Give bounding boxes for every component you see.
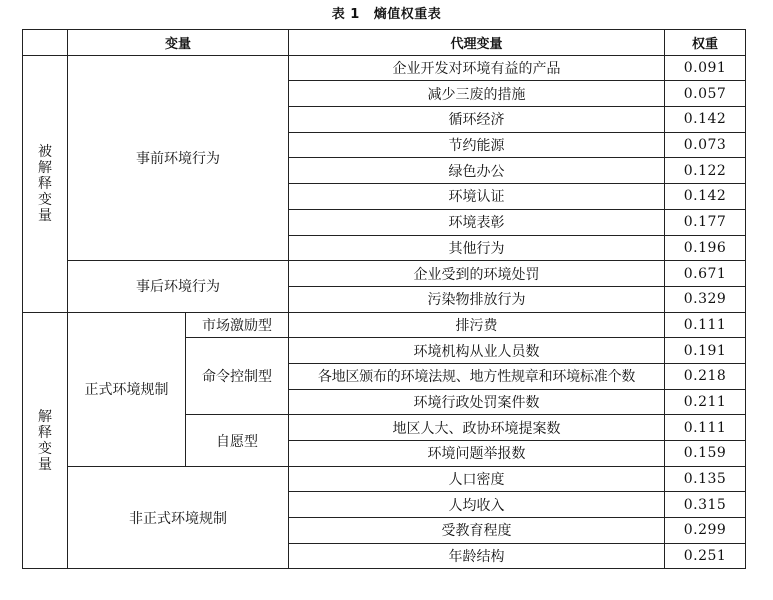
proxy-cell: 企业受到的环境处罚 bbox=[289, 261, 665, 287]
weight-cell: 0.315 bbox=[665, 492, 746, 518]
group-explained-label: 被解释变量 bbox=[38, 143, 52, 224]
proxy-cell: 年龄结构 bbox=[289, 543, 665, 569]
subcategory-market: 市场激励型 bbox=[186, 312, 289, 338]
weight-cell: 0.142 bbox=[665, 107, 746, 133]
weight-cell: 0.135 bbox=[665, 466, 746, 492]
proxy-cell: 其他行为 bbox=[289, 235, 665, 261]
table-title: 熵值权重表 bbox=[373, 7, 442, 22]
proxy-cell: 节约能源 bbox=[289, 132, 665, 158]
proxy-cell: 企业开发对环境有益的产品 bbox=[289, 55, 665, 81]
proxy-cell: 受教育程度 bbox=[289, 518, 665, 544]
header-weight: 权重 bbox=[665, 30, 746, 56]
category-formal: 正式环境规制 bbox=[68, 312, 186, 466]
table-row bbox=[23, 466, 746, 492]
proxy-cell: 人口密度 bbox=[289, 466, 665, 492]
weight-cell: 0.111 bbox=[665, 415, 746, 441]
weight-cell: 0.111 bbox=[665, 312, 746, 338]
proxy-cell: 减少三废的措施 bbox=[289, 81, 665, 107]
weight-cell: 0.073 bbox=[665, 132, 746, 158]
proxy-cell: 环境机构从业人员数 bbox=[289, 338, 665, 364]
category-ex-post: 事后环境行为 bbox=[68, 261, 289, 312]
proxy-cell: 循环经济 bbox=[289, 107, 665, 133]
table-row bbox=[23, 312, 746, 338]
category-informal: 非正式环境规制 bbox=[68, 466, 289, 569]
category-ex-ante: 事前环境行为 bbox=[68, 55, 289, 261]
proxy-cell: 环境问题举报数 bbox=[289, 441, 665, 467]
proxy-cell: 绿色办公 bbox=[289, 158, 665, 184]
subcategory-command: 命令控制型 bbox=[186, 338, 289, 415]
proxy-cell: 各地区颁布的环境法规、地方性规章和环境标准个数 bbox=[289, 363, 665, 389]
group-explanatory-cell bbox=[23, 312, 68, 569]
header-blank bbox=[23, 30, 68, 56]
weight-cell: 0.191 bbox=[665, 338, 746, 364]
proxy-cell: 排污费 bbox=[289, 312, 665, 338]
weight-cell: 0.159 bbox=[665, 441, 746, 467]
proxy-cell: 环境行政处罚案件数 bbox=[289, 389, 665, 415]
group-explained-cell bbox=[23, 55, 68, 312]
weight-cell: 0.671 bbox=[665, 261, 746, 287]
weight-cell: 0.211 bbox=[665, 389, 746, 415]
weight-cell: 0.091 bbox=[665, 55, 746, 81]
group-explanatory-label: 解释变量 bbox=[38, 408, 52, 473]
weight-cell: 0.177 bbox=[665, 209, 746, 235]
weight-cell: 0.057 bbox=[665, 81, 746, 107]
subcategory-voluntary: 自愿型 bbox=[186, 415, 289, 466]
table-row bbox=[23, 55, 746, 81]
weight-cell: 0.299 bbox=[665, 518, 746, 544]
table-row bbox=[23, 261, 746, 287]
weight-cell: 0.251 bbox=[665, 543, 746, 569]
proxy-cell: 人均收入 bbox=[289, 492, 665, 518]
table-caption bbox=[0, 3, 773, 22]
proxy-cell: 污染物排放行为 bbox=[289, 286, 665, 312]
weight-cell: 0.122 bbox=[665, 158, 746, 184]
proxy-cell: 地区人大、政协环境提案数 bbox=[289, 415, 665, 441]
entropy-weight-table bbox=[22, 29, 746, 569]
header-row bbox=[23, 30, 746, 56]
weight-cell: 0.196 bbox=[665, 235, 746, 261]
weight-cell: 0.329 bbox=[665, 286, 746, 312]
proxy-cell: 环境表彰 bbox=[289, 209, 665, 235]
proxy-cell: 环境认证 bbox=[289, 184, 665, 210]
table-number: 表 1 bbox=[331, 7, 360, 22]
weight-cell: 0.218 bbox=[665, 363, 746, 389]
header-variable: 变量 bbox=[68, 30, 289, 56]
weight-cell: 0.142 bbox=[665, 184, 746, 210]
header-proxy: 代理变量 bbox=[289, 30, 665, 56]
